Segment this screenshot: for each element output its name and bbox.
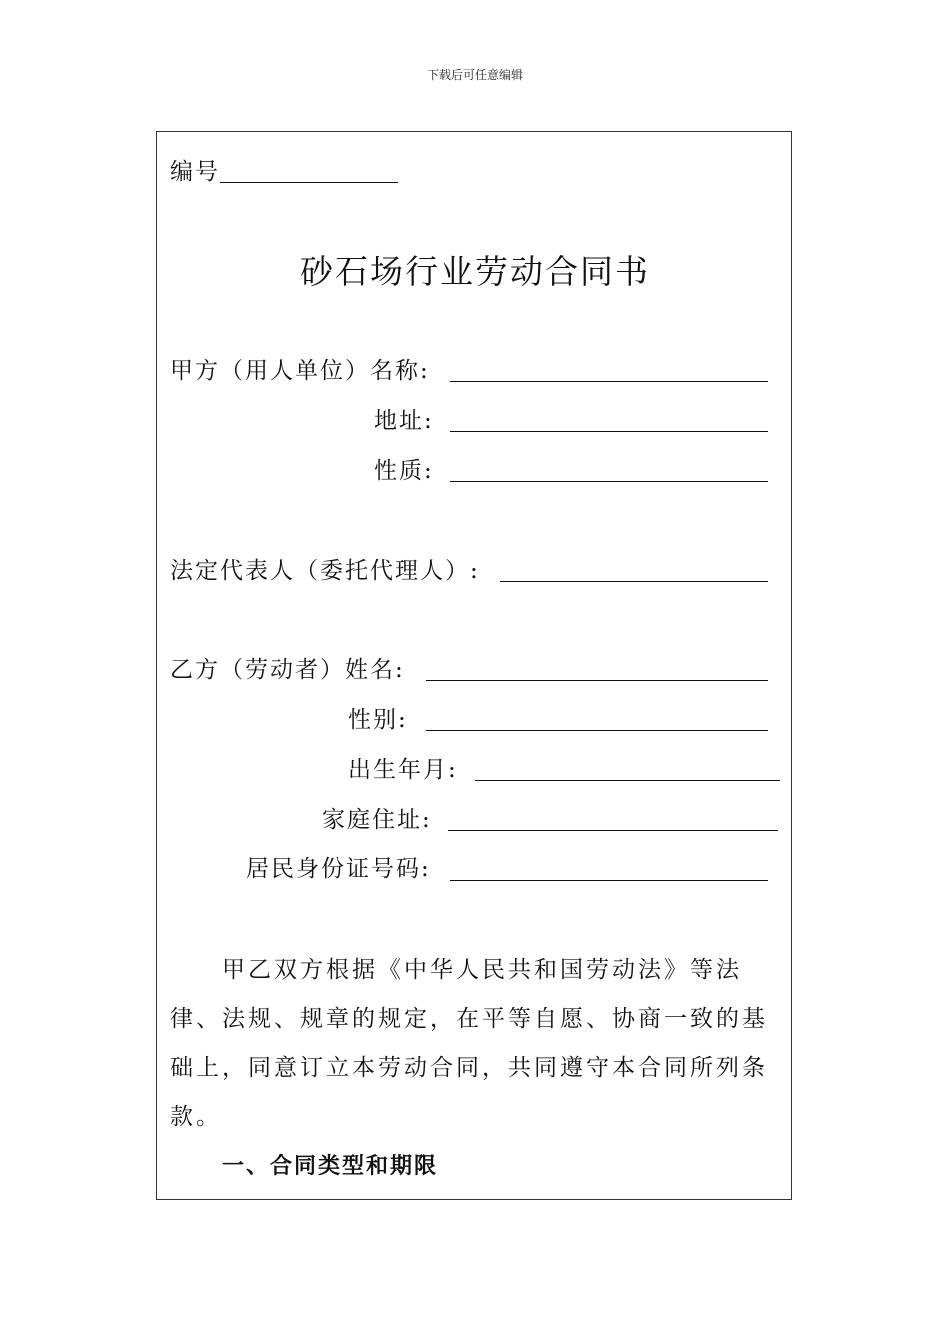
party-b-id-label: 居民身份证号码:: [246, 856, 431, 882]
party-b-name-label: 乙方（劳动者）姓名:: [170, 657, 405, 683]
party-b-name-field[interactable]: [426, 680, 768, 681]
number-field[interactable]: [220, 182, 398, 183]
party-b-gender-label: 性别:: [348, 707, 408, 733]
section-1-heading: 一、合同类型和期限: [222, 1154, 439, 1179]
party-a-address-field[interactable]: [450, 431, 768, 432]
party-b-id-field[interactable]: [450, 880, 768, 881]
party-a-name-label: 甲方（用人单位）名称:: [170, 358, 430, 384]
legal-rep-field[interactable]: [500, 581, 768, 582]
party-a-address-label: 地址:: [374, 408, 434, 434]
header-note: 下载后可任意编辑: [426, 68, 523, 82]
intro-line-1: 甲乙双方根据《中华人民共和国劳动法》等法: [222, 957, 742, 983]
party-b-birth-field[interactable]: [475, 780, 780, 781]
party-a-nature-label: 性质:: [374, 458, 434, 484]
party-a-nature-field[interactable]: [450, 481, 768, 482]
party-b-home-label: 家庭住址:: [322, 807, 432, 833]
legal-rep-label: 法定代表人（委托代理人）:: [170, 558, 480, 584]
intro-line-4: 款。: [170, 1104, 222, 1130]
party-b-gender-field[interactable]: [426, 730, 768, 731]
intro-line-3: 础上，同意订立本劳动合同，共同遵守本合同所列条: [170, 1055, 768, 1081]
party-b-home-field[interactable]: [448, 830, 778, 831]
party-b-birth-label: 出生年月:: [348, 757, 458, 783]
document-title: 砂石场行业劳动合同书: [300, 252, 650, 291]
intro-line-2: 律、法规、规章的规定，在平等自愿、协商一致的基: [170, 1006, 768, 1032]
party-a-name-field[interactable]: [450, 381, 768, 382]
number-label: 编号: [170, 159, 220, 185]
